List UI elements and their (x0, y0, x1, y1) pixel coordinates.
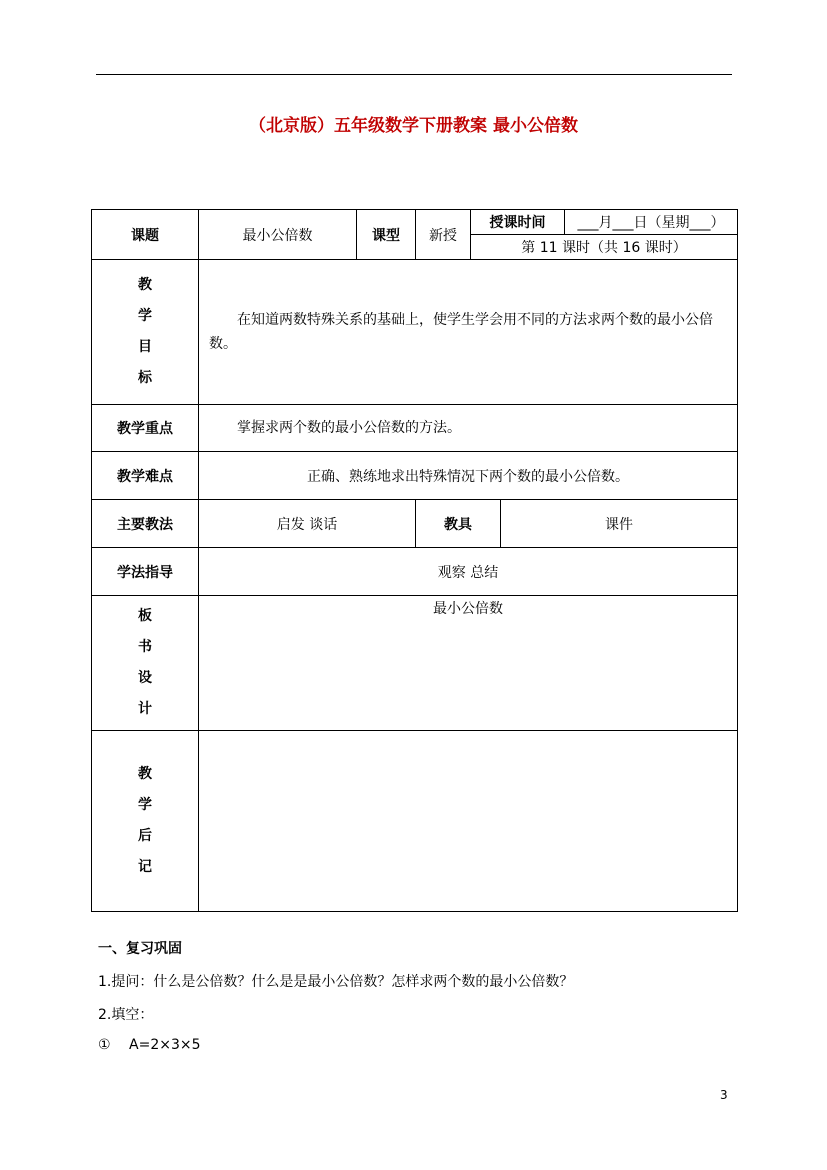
section-heading-review: 一、复习巩固 (98, 941, 182, 957)
teaching-time-label: 授课时间 (471, 210, 565, 235)
table-row-board (92, 596, 738, 731)
teaching-aid-value: 课件 (501, 500, 738, 548)
goal-label: 教 学 目 标 (92, 260, 199, 405)
difficulty-text: 正确、熟练地求出特殊情况下两个数的最小公倍数。 (199, 452, 738, 500)
board-design-title: 最小公倍数 (433, 601, 503, 617)
lesson-count: 第 11 课时（共 16 课时） (471, 235, 738, 260)
board-label: 板 书 设 计 (92, 596, 199, 731)
header-rule (96, 74, 732, 75)
table-row-reflection (92, 731, 738, 912)
table-row-study-guide (92, 548, 738, 596)
document-title: （北京版）五年级数学下册教案 最小公倍数 (249, 116, 578, 136)
topic-label: 课题 (92, 210, 199, 260)
table-row-method (92, 500, 738, 548)
teaching-date-value: ___月___日（星期___） (565, 210, 738, 235)
reflection-label: 教 学 后 记 (92, 731, 199, 912)
table-row-key-point (92, 405, 738, 452)
lesson-type-value: 新授 (416, 210, 471, 260)
review-question-2: 2.填空： (98, 1007, 154, 1023)
key-point-label: 教学重点 (92, 405, 199, 452)
topic-value: 最小公倍数 (199, 210, 357, 260)
method-value: 启发 谈话 (199, 500, 416, 548)
reflection-text (199, 731, 738, 912)
table-row-goals (92, 260, 738, 405)
board-design-cell (199, 596, 738, 731)
lesson-type-label: 课型 (357, 210, 416, 260)
page-number: 3 (720, 1088, 728, 1102)
circled-number-marker: ① (98, 1037, 111, 1053)
difficulty-label: 教学难点 (92, 452, 199, 500)
table-row-difficulty (92, 452, 738, 500)
key-point-text: 掌握求两个数的最小公倍数的方法。 (199, 405, 738, 452)
review-question-1: 1.提问：什么是公倍数？什么是是最小公倍数？怎样求两个数的最小公倍数？ (98, 974, 574, 990)
table-row-topic (92, 210, 738, 235)
teaching-aid-label: 教具 (416, 500, 501, 548)
method-label: 主要教法 (92, 500, 199, 548)
review-item-3-text: A=2×3×5 (129, 1037, 201, 1053)
study-guide-label: 学法指导 (92, 548, 199, 596)
review-item-3 (98, 1037, 201, 1053)
lesson-plan-table (91, 209, 738, 912)
study-guide-value: 观察 总结 (199, 548, 738, 596)
goal-text: 在知道两数特殊关系的基础上，使学生学会用不同的方法求两个数的最小公倍数。 (199, 260, 738, 405)
